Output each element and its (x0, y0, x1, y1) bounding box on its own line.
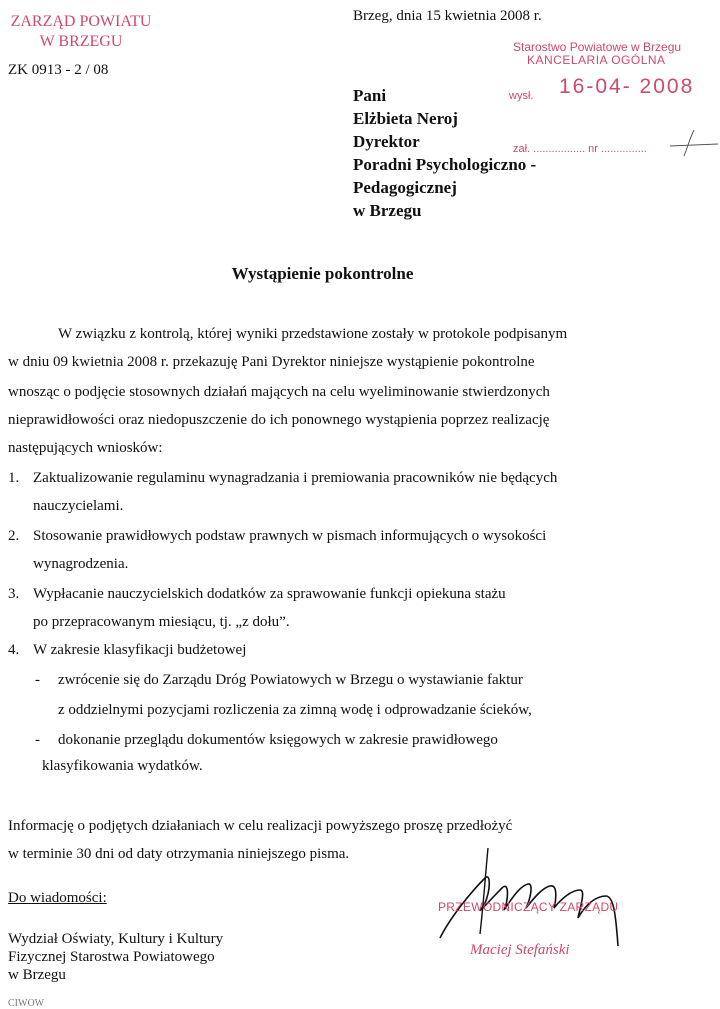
closing-line: Informację o podjętych działaniach w celu realizacji powyższego proszę przedłożyć (8, 818, 513, 834)
registry-stamp-zal: zał. ................. nr ............... (513, 143, 647, 155)
place-date: Brzeg, dnia 15 kwietnia 2008 r. (353, 8, 542, 24)
signature-stamp: PRZEWODNICZĄCY ZARZĄDU (438, 900, 619, 914)
registry-stamp-date: 16-04- 2008 (559, 75, 695, 98)
addressee-line: Pedagogicznej (353, 178, 457, 197)
sub-list-dash: - (35, 672, 40, 688)
pen-mark-icon (668, 124, 720, 160)
case-number: ZK 0913 - 2 / 08 (8, 62, 109, 78)
list-text: wynagrodzenia. (33, 556, 129, 572)
intro-line: następujących wniosków: (8, 440, 163, 456)
registry-stamp-line2: KANCELARIA OGÓLNA (527, 53, 666, 67)
intro-line: W związku z kontrolą, której wyniki przedstawione zostały w protokole podpisanym (58, 326, 568, 342)
document-title: Wystąpienie pokontrolne (231, 264, 414, 283)
handwritten-signature (430, 838, 650, 948)
addressee-block (353, 84, 536, 222)
addressee-line: Pani (353, 86, 387, 105)
intro-line: nieprawidłowości oraz niedopuszczenie do ich ponownego wystąpienia poprzez realizację (8, 412, 550, 428)
sub-list-text: dokonanie przeglądu dokumentów księgowych w zakresie prawidłowego (58, 732, 498, 748)
list-number: 3. (8, 586, 20, 602)
intro-line: w dniu 09 kwietnia 2008 r. przekazuję Pani Dyrektor niniejsze wystąpienie pokontrolne (8, 354, 535, 370)
list-text: Zaktualizowanie regulaminu wynagradzania i premiowania pracowników nie będących (33, 470, 558, 486)
list-number: 4. (8, 642, 20, 658)
signature-name: Maciej Stefański (470, 942, 570, 958)
registry-stamp-wysl-label: wysł. (509, 90, 534, 102)
addressee-line: Dyrektor (353, 132, 420, 151)
addressee-line: w Brzegu (353, 201, 422, 220)
cut-off-text: CIWOW (8, 998, 45, 1009)
list-text: W zakresie klasyfikacji budżetowej (33, 642, 247, 658)
org-stamp-line2: W BRZEGU (39, 33, 123, 50)
sub-list-text: zwrócenie się do Zarządu Dróg Powiatowych w Brzegu o wystawianie faktur (58, 672, 523, 688)
sub-list-text: z oddzielnymi pozycjami rozliczenia za zimną wodę i odprowadzanie ścieków, (58, 702, 532, 718)
cc-recipient: Wydział Oświaty, Kultury i Kultury Fizycznej Starostwa Powiatowego w Brzegu (8, 931, 224, 983)
addressee-line: Elżbieta Neroj (353, 109, 458, 128)
org-stamp (6, 12, 156, 52)
list-number: 2. (8, 528, 20, 544)
list-text: Stosowanie prawidłowych podstaw prawnych w pismach informujących o wysokości (33, 528, 547, 544)
sub-list-text: klasyfikowania wydatków. (42, 758, 203, 774)
list-text: nauczycielami. (33, 498, 124, 514)
org-stamp-line1: ZARZĄD POWIATU (10, 13, 152, 30)
intro-line: wnosząc o podjęcie stosownych działań mających na celu wyeliminowanie stwierdzonych (8, 384, 550, 400)
registry-stamp-line1: Starostwo Powiatowe w Brzegu (513, 40, 682, 54)
list-number: 1. (8, 470, 20, 486)
list-text: Wypłacanie nauczycielskich dodatków za sprawowanie funkcji opiekuna stażu (33, 586, 506, 602)
cc-heading: Do wiadomości: (8, 890, 107, 906)
sub-list-dash: - (35, 732, 40, 748)
closing-line: w terminie 30 dni od daty otrzymania niniejszego pisma. (8, 846, 350, 862)
addressee-line: Poradni Psychologiczno - (353, 155, 537, 174)
list-text: po przepracowanym miesiącu, tj. „z dołu”. (33, 614, 290, 630)
